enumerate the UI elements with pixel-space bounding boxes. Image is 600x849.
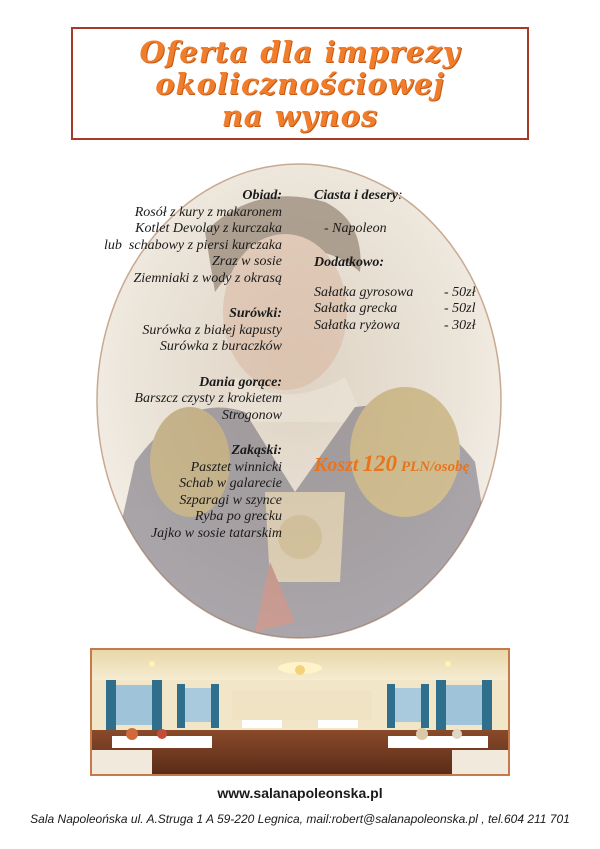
extra-item-name: Sałatka ryżowa bbox=[314, 317, 400, 333]
cost-per-person bbox=[314, 451, 469, 477]
section-heading-dania-gorace: Dania gorące: bbox=[199, 374, 282, 390]
title-box bbox=[71, 27, 529, 140]
menu-item: - Napoleon bbox=[324, 220, 387, 236]
left-menu bbox=[104, 188, 282, 542]
menu-item: Szparagi w szynce bbox=[179, 492, 282, 508]
menu-item: Kotlet Devolay z kurczaka bbox=[135, 221, 282, 236]
menu-item: Strogonow bbox=[221, 407, 282, 423]
menu-item: Barszcz czysty z krokietem bbox=[134, 391, 282, 406]
menu-item: Surówka z buraczków bbox=[159, 339, 282, 354]
extra-item bbox=[314, 285, 476, 302]
extra-item bbox=[314, 318, 476, 335]
banquet-hall-photo bbox=[90, 648, 510, 776]
menu-item: Surówka z białej kapusty bbox=[142, 322, 282, 338]
right-menu bbox=[314, 188, 476, 334]
extra-item-name: Sałatka gyrosowa bbox=[314, 284, 414, 300]
extra-item-price: - 50zl bbox=[444, 301, 476, 316]
section-heading-colon: : bbox=[398, 188, 403, 203]
cost-amount: 120 bbox=[362, 451, 397, 476]
menu-item: Pasztet winnicki bbox=[190, 459, 282, 475]
extra-item-price: - 50zł bbox=[444, 284, 476, 300]
menu-item: lub schabowy z piersi kurczaka bbox=[104, 237, 282, 253]
title-line-2: okolicznościowej bbox=[155, 66, 445, 101]
section-heading-surowki: Surówki: bbox=[229, 306, 282, 321]
cost-label: Koszt bbox=[314, 454, 359, 476]
section-heading-ciasta-text: Ciasta i desery bbox=[314, 188, 398, 203]
contact-address: Sala Napoleońska ul. A.Struga 1 A 59-220 Legnica, mail:robert@salanapoleonska.pl , tel.604 211 701 bbox=[30, 812, 570, 826]
section-heading-dodatkowo: Dodatkowo: bbox=[314, 255, 384, 270]
menu-item: Ryba po grecku bbox=[194, 509, 282, 524]
menu-item: Schab w galarecie bbox=[179, 476, 282, 491]
title-line-3: na wynos bbox=[221, 98, 379, 133]
menu-item: Jajko w sosie tatarskim bbox=[150, 525, 282, 541]
menu-item: Ziemniaki z wody z okrasą bbox=[133, 270, 282, 286]
cost-unit: PLN/osobę bbox=[400, 459, 470, 475]
section-heading-zakaski: Zakąski: bbox=[231, 443, 282, 458]
extra-item bbox=[314, 301, 476, 318]
menu-item: Zraz w sosie bbox=[211, 254, 282, 269]
extra-item-name: Sałatka grecka bbox=[314, 301, 398, 316]
extra-item-price: - 30zł bbox=[444, 317, 476, 333]
title-line-1: Oferta dla imprezy bbox=[139, 34, 461, 69]
menu-item: Rosół z kury z makaronem bbox=[134, 204, 282, 220]
section-heading-obiad: Obiad: bbox=[242, 188, 282, 203]
section-heading-ciasta bbox=[314, 188, 476, 205]
website-link[interactable]: www.salanapoleonska.pl bbox=[217, 785, 383, 801]
